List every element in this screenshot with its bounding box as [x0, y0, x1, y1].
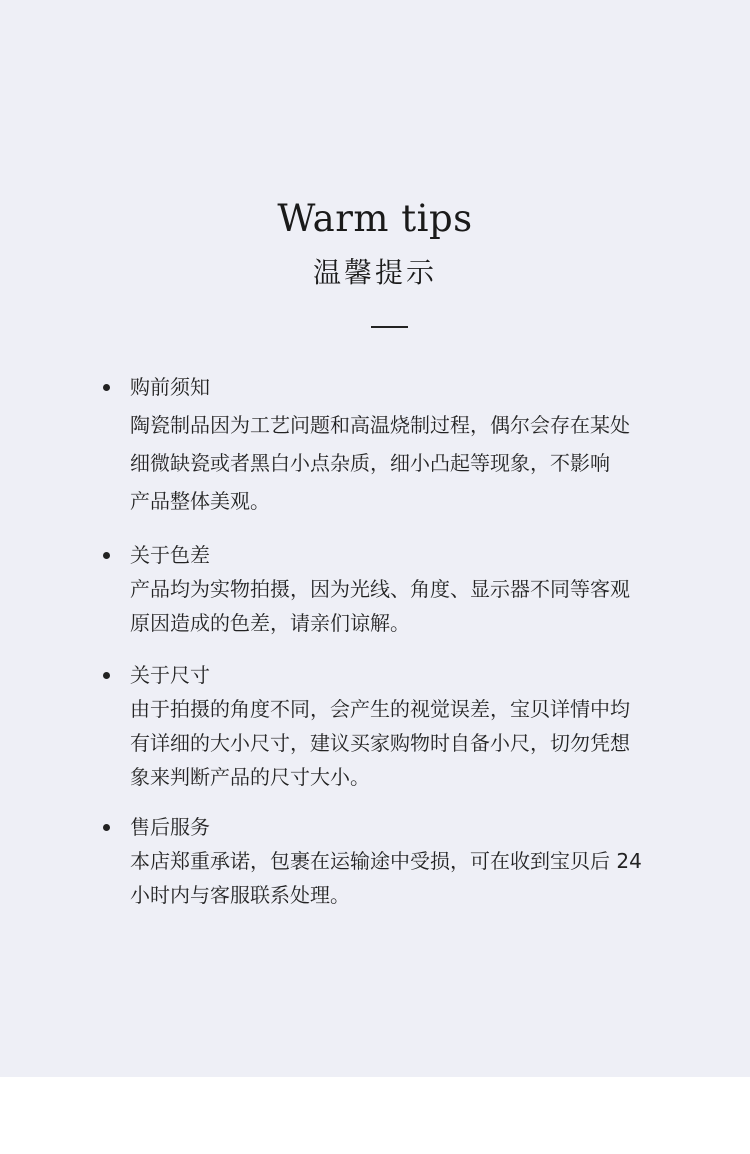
- section-text-line: 产品均为实物拍摄，因为光线、角度、显示器不同等客观: [130, 577, 630, 601]
- section-title: 购前须知: [130, 375, 210, 399]
- section-text-line: 陶瓷制品因为工艺问题和高温烧制过程，偶尔会存在某处: [130, 413, 630, 437]
- section-text-line: 本店郑重承诺，包裹在运输途中受损，可在收到宝贝后 24: [130, 849, 642, 873]
- title-english: Warm tips: [277, 197, 473, 240]
- bullet-icon: [103, 552, 110, 559]
- title-chinese: 温馨提示: [312, 256, 437, 289]
- bullet-icon: [103, 384, 110, 391]
- section-text-line: 象来判断产品的尺寸大小。: [130, 765, 370, 789]
- section-text-line: 产品整体美观。: [130, 489, 270, 513]
- title-divider: [371, 326, 408, 328]
- section-title: 售后服务: [130, 815, 210, 839]
- section-text-line: 有详细的大小尺寸，建议买家购物时自备小尺，切勿凭想: [130, 731, 630, 755]
- section-title: 关于尺寸: [130, 663, 210, 687]
- section-text-line: 由于拍摄的角度不同，会产生的视觉误差，宝贝详情中均: [130, 697, 630, 721]
- bullet-icon: [103, 672, 110, 679]
- section-text-line: 小时内与客服联系处理。: [130, 883, 350, 907]
- bullet-icon: [103, 824, 110, 831]
- section-text-line: 细微缺瓷或者黑白小点杂质，细小凸起等现象，不影响: [130, 451, 610, 475]
- section-title: 关于色差: [130, 543, 210, 567]
- section-text-line: 原因造成的色差，请亲们谅解。: [130, 611, 410, 635]
